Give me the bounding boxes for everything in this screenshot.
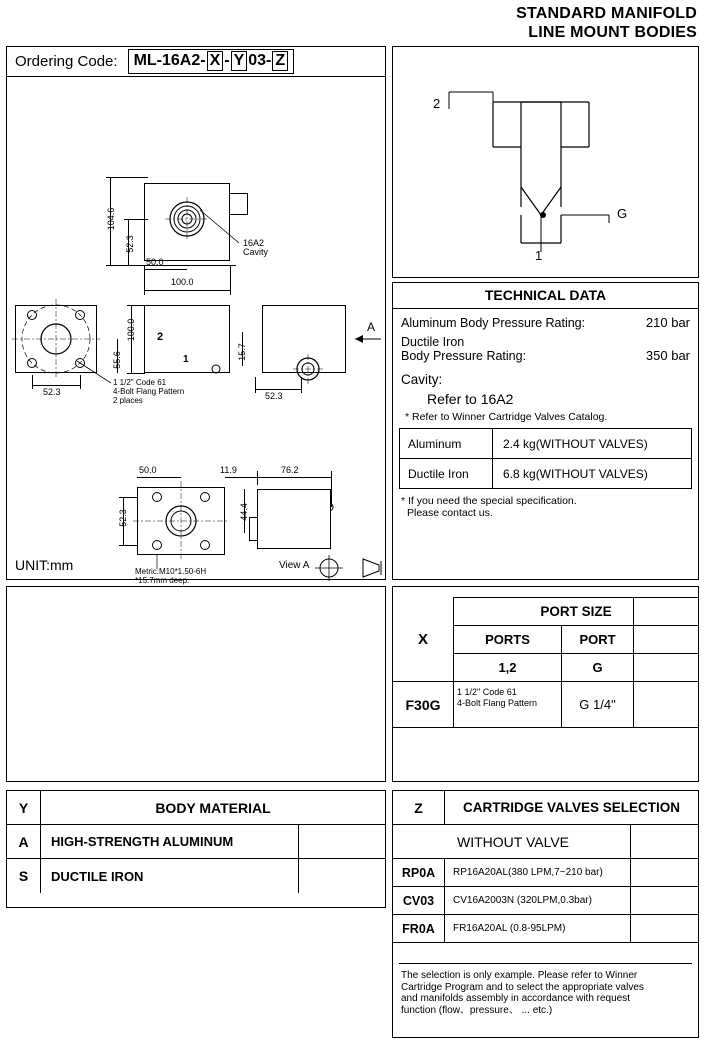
dim-76-2: 76.2 (281, 465, 299, 475)
ordering-code-y: Y (231, 51, 248, 71)
technical-data-title: TECHNICAL DATA (393, 283, 698, 309)
weight-value-aluminum: 2.4 kg(WITHOUT VALVES) (492, 429, 691, 458)
port-grid-line-h5 (393, 727, 698, 728)
ordering-code-mid: 03- (248, 52, 272, 69)
port-size-row-ports (457, 687, 559, 709)
cartridge-spacer (393, 943, 698, 963)
metric-note-line2: *15.7mm deep. (135, 576, 190, 585)
cartridge-note-line3: and manifolds assembly in accordance with request (401, 993, 631, 1004)
first-angle-projection-icon (307, 553, 397, 583)
weight-material-aluminum: Aluminum (408, 436, 462, 451)
port-size-row-ports-line1: 1 1/2" Code 61 (457, 687, 517, 697)
cartridge-code-rp0a: RP0A (393, 859, 445, 886)
ordering-code-value (128, 49, 295, 74)
page-title (516, 4, 697, 42)
dim-50-0b: 50.0 (139, 465, 157, 475)
technical-footnote (393, 489, 698, 519)
schematic-port-2-label: 2 (433, 96, 441, 111)
ordering-code-dash1: - (224, 52, 230, 69)
dim-52-3c: 52.3 (265, 391, 283, 401)
cartridge-row-cv03 (393, 887, 698, 915)
cartridge-desc-cv03: CV16A2003N (320LPM,0.3bar) (445, 887, 631, 914)
weight-table (399, 428, 692, 489)
aluminum-pressure-value: 210 bar (645, 315, 690, 330)
dim-52-3a: 52.3 (125, 235, 135, 253)
drawing-port-2-label: 2 (157, 331, 164, 343)
cartridge-valves-panel (392, 790, 699, 1038)
ductile-pressure-label-line1: Ductile Iron (401, 335, 465, 349)
technical-drawing (7, 77, 385, 585)
projection-symbol-icon (7, 77, 387, 581)
cartridge-desc-fr0a: FR16A20AL (0.8-95LPM) (445, 915, 631, 942)
dim-52-3d: 52.3 (118, 509, 128, 527)
body-material-row-s (7, 859, 385, 893)
body-material-blank-a (299, 825, 385, 858)
schematic-port-g-label: G (617, 206, 628, 221)
cartridge-blank-2 (631, 887, 698, 914)
body-material-name-a: HIGH-STRENGTH ALUMINUM (41, 825, 299, 858)
ductile-pressure-label (401, 335, 526, 363)
cartridge-code-fr0a: FR0A (393, 915, 445, 942)
port-size-ports-header: PORTS (485, 632, 530, 647)
cartridge-row-without-valve (393, 825, 698, 859)
cartridge-header-title: CARTRIDGE VALVES SELECTION (462, 800, 680, 815)
port-size-row-code: F30G (405, 696, 441, 713)
unit-label: UNIT:mm (15, 557, 74, 573)
page-title-line2: LINE MOUNT BODIES (528, 24, 697, 41)
hydraulic-schematic-panel (392, 46, 699, 278)
dim-44-4: 44.4 (239, 503, 249, 521)
port-size-x-header: X (417, 630, 428, 648)
cavity-value: Refer to 16A2 (427, 391, 514, 407)
cartridge-row-fr0a (393, 915, 698, 943)
ordering-code-z: Z (272, 51, 288, 71)
ductile-pressure-row (393, 333, 698, 366)
cartridge-code-empty (393, 825, 445, 858)
cartridge-header (393, 791, 698, 825)
cartridge-code-cv03: CV03 (393, 887, 445, 914)
drawing-cavity-label-line1: 16A2 (243, 238, 265, 248)
cartridge-blank-3 (631, 915, 698, 942)
cartridge-header-code: Z (393, 791, 445, 824)
flange-note-line3: 2 places (113, 396, 143, 405)
drawing-cavity-label-line2: Cavity (243, 247, 269, 257)
drawing-port-1-label: 1 (183, 354, 189, 365)
port-size-ports-sub: 1,2 (498, 660, 517, 675)
dim-11-9: 11.9 (220, 465, 237, 475)
dim-55-6: 55.6 (112, 351, 122, 369)
cartridge-note-line1: The selection is only example. Please refer to Winner (401, 970, 638, 981)
cartridge-row-rp0a (393, 859, 698, 887)
port-size-table (393, 587, 698, 781)
port-size-port-header: PORT (579, 632, 616, 647)
port-size-title: PORT SIZE (540, 604, 612, 619)
metric-note-line1: Metric:M10*1.50-6H (135, 567, 207, 576)
page-title-line1: STANDARD MANIFOLD (516, 5, 697, 22)
ordering-code-row (7, 47, 385, 77)
weight-value-ductile: 6.8 kg(WITHOUT VALVES) (492, 459, 691, 488)
ductile-pressure-value: 350 bar (645, 348, 690, 363)
weight-material-ductile: Ductile Iron (408, 466, 469, 481)
dim-100-0a: 100.0 (171, 277, 194, 287)
technical-footnote-line1: * If you need the special specification. (401, 495, 577, 507)
dim-52-3b: 52.3 (43, 387, 61, 397)
body-material-header (7, 791, 385, 825)
drawing-section-a-label: A (367, 320, 376, 334)
ordering-code-label: Ordering Code: (15, 53, 118, 70)
cartridge-blank-1 (631, 859, 698, 886)
cartridge-note-line2: Cartridge Program and to select the appropriate valves (401, 981, 644, 993)
schematic-port-1-label: 1 (535, 248, 543, 263)
technical-footnote-line2: Please contact us. (407, 507, 493, 519)
cartridge-note (393, 964, 698, 1016)
body-material-code-s: S (7, 859, 41, 893)
cartridge-blank-0 (631, 825, 698, 858)
body-material-panel (6, 790, 386, 908)
flange-note-line2: 4-Bolt Flang Pattern (113, 387, 185, 396)
body-material-blank-s (299, 859, 385, 893)
body-material-row-a (7, 825, 385, 859)
port-size-port-sub: G (592, 660, 603, 675)
cavity-label: Cavity: (401, 372, 443, 387)
port-size-row-ports-line2: 4-Bolt Flang Pattern (457, 698, 538, 708)
dim-50-0a: 50.0 (146, 257, 164, 267)
body-material-header-title: BODY MATERIAL (155, 799, 271, 816)
technical-data-panel (392, 282, 699, 580)
port-size-panel (392, 586, 699, 782)
port-size-row-port: G 1/4" (579, 697, 616, 712)
cavity-note: * Refer to Winner Cartridge Valves Catalog. (405, 411, 608, 423)
ordering-code-x: X (207, 51, 224, 71)
body-material-name-s: DUCTILE IRON (41, 859, 299, 893)
flange-note-line1: 1 1/2" Code 61 (113, 378, 167, 387)
cartridge-desc-without-valve: WITHOUT VALVE (445, 825, 631, 858)
ductile-pressure-label-line2: Body Pressure Rating: (401, 349, 527, 363)
dim-100-0b: 100.0 (126, 318, 136, 342)
ordering-code-panel (6, 46, 386, 585)
hydraulic-schematic (393, 47, 698, 277)
drawing-view-a-label: View A (279, 560, 310, 571)
cartridge-desc-rp0a: RP16A20AL(380 LPM,7~210 bar) (445, 859, 631, 886)
aluminum-pressure-label: Aluminum Body Pressure Rating: (401, 315, 586, 330)
ordering-code-prefix: ML-16A2- (133, 52, 206, 69)
body-material-header-code: Y (7, 791, 41, 824)
weight-row-aluminum (400, 429, 691, 459)
dim-15-7: 15.7 (237, 343, 247, 361)
body-material-code-a: A (7, 825, 41, 858)
blank-panel (6, 586, 386, 782)
aluminum-pressure-row (393, 309, 698, 333)
weight-row-ductile (400, 459, 691, 489)
cartridge-note-line4: function (flow、pressure、 ... etc.) (401, 1004, 553, 1016)
dim-104-6: 104.6 (106, 207, 116, 231)
